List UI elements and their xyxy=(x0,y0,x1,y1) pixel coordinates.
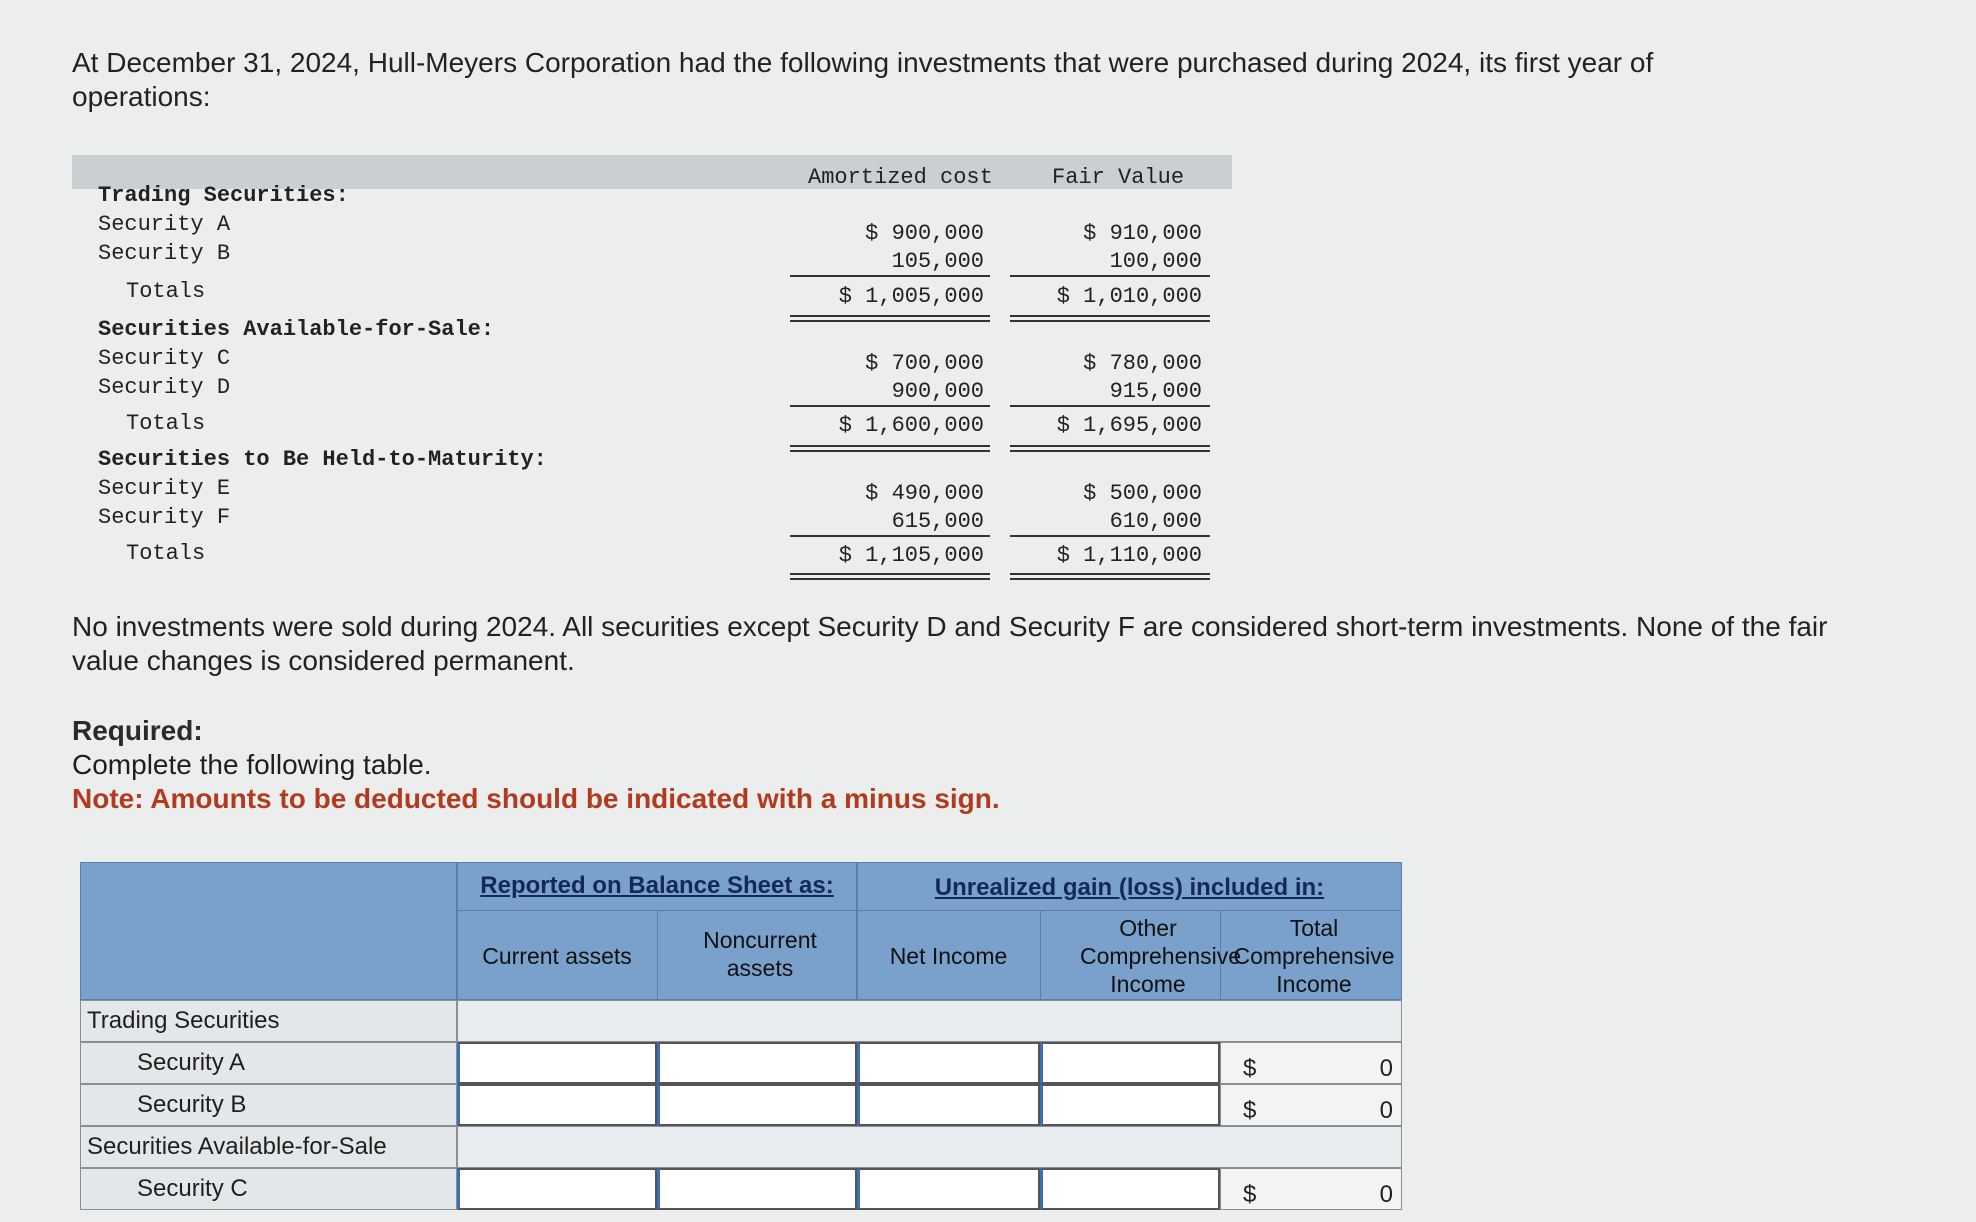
subtotal-rule xyxy=(790,405,990,407)
required-warning: Note: Amounts to be deducted should be indicated with a minus sign. xyxy=(72,783,1000,814)
group-title-trading: Trading Securities: xyxy=(98,183,349,208)
totals-label: Totals xyxy=(126,279,206,304)
required-instruction: Complete the following table. xyxy=(72,749,432,780)
total-fair-value: $ 1,695,000 xyxy=(1056,413,1202,438)
cost-value: 105,000 xyxy=(891,249,984,274)
security-b-total xyxy=(1220,1084,1402,1126)
fair-value: 610,000 xyxy=(1109,509,1202,534)
total-value: 0 xyxy=(1379,1181,1393,1208)
security-b-noncurrent-input[interactable] xyxy=(657,1084,857,1126)
fair-value: 915,000 xyxy=(1109,379,1202,404)
security-a-noncurrent-input[interactable] xyxy=(657,1042,857,1084)
group-title-afs: Securities Available-for-Sale: xyxy=(98,317,495,342)
cost-value: $ 490,000 xyxy=(865,481,984,506)
currency-symbol: $ xyxy=(1243,1181,1257,1208)
investments-table xyxy=(72,155,1232,575)
security-a-total xyxy=(1220,1042,1402,1084)
row-label: Security A xyxy=(98,212,231,237)
total-cost-value: $ 1,600,000 xyxy=(838,413,984,438)
security-c-current-input[interactable] xyxy=(457,1168,657,1210)
row-label: Security C xyxy=(98,346,231,371)
row-label: Security F xyxy=(98,505,231,530)
required-section xyxy=(72,714,1000,816)
col-amortized-cost: Amortized cost xyxy=(808,165,993,190)
note-text: No investments were sold during 2024. All securities except Security D and Security F are considered short-term investments. None of the fair value changes is considered permanent. xyxy=(72,611,1828,676)
security-a-oci-input[interactable] xyxy=(1040,1042,1220,1084)
totals-label: Totals xyxy=(126,541,206,566)
total-fair-value: $ 1,010,000 xyxy=(1056,284,1202,309)
totals-label: Totals xyxy=(126,411,206,436)
col-current-assets: Current assets xyxy=(482,943,632,969)
header-divider xyxy=(457,910,1402,911)
subtotal-rule xyxy=(1010,405,1210,407)
header-col-divider xyxy=(657,910,658,1000)
security-c-net-income-input[interactable] xyxy=(857,1168,1040,1210)
fair-value: $ 780,000 xyxy=(1083,351,1202,376)
security-c-total xyxy=(1220,1168,1402,1210)
header-col-divider xyxy=(1040,910,1041,1000)
total-double-rule xyxy=(790,445,990,452)
row-label-security-b: Security B xyxy=(80,1084,457,1126)
subtotal-rule xyxy=(790,275,990,277)
intro-text: At December 31, 2024, Hull-Meyers Corporation had the following investments that were purchased during 2024, its first year of operations: xyxy=(72,47,1654,112)
answer-table xyxy=(80,862,1402,1222)
group-unrealized-label: Unrealized gain (loss) included in: xyxy=(934,874,1325,901)
header-corner xyxy=(80,862,457,1000)
subtotal-rule xyxy=(1010,275,1210,277)
security-c-oci-input[interactable] xyxy=(1040,1168,1220,1210)
col-noncurrent-assets: Noncurrent assets xyxy=(703,927,817,981)
fair-value: $ 500,000 xyxy=(1083,481,1202,506)
col-net-income: Net Income xyxy=(889,943,1008,969)
col-total-comprehensive: Total Comprehensive Income xyxy=(1233,915,1395,997)
section-afs-label: Securities Available-for-Sale xyxy=(80,1126,457,1168)
subtotal-rule xyxy=(1010,535,1210,537)
section-trading-label: Trading Securities xyxy=(80,1000,457,1042)
security-a-net-income-input[interactable] xyxy=(857,1042,1040,1084)
total-value: 0 xyxy=(1379,1097,1393,1124)
total-cost-value: $ 1,005,000 xyxy=(838,284,984,309)
total-double-rule xyxy=(1010,573,1210,580)
total-cost-value: $ 1,105,000 xyxy=(838,543,984,568)
col-oci: Other Comprehensive Income xyxy=(1080,915,1242,997)
cost-value: 615,000 xyxy=(891,509,984,534)
total-double-rule xyxy=(1010,445,1210,452)
security-b-net-income-input[interactable] xyxy=(857,1084,1040,1126)
fair-value: $ 910,000 xyxy=(1083,221,1202,246)
row-label: Security D xyxy=(98,375,231,400)
currency-symbol: $ xyxy=(1243,1097,1257,1124)
cost-value: 900,000 xyxy=(891,379,984,404)
security-a-current-input[interactable] xyxy=(457,1042,657,1084)
row-label-security-a: Security A xyxy=(80,1042,457,1084)
col-fair-value: Fair Value xyxy=(1052,165,1185,190)
row-label: Security E xyxy=(98,476,231,501)
total-fair-value: $ 1,110,000 xyxy=(1056,543,1202,568)
subtotal-rule xyxy=(790,535,990,537)
security-b-oci-input[interactable] xyxy=(1040,1084,1220,1126)
section-filler xyxy=(457,1000,1402,1042)
total-double-rule xyxy=(790,315,990,322)
row-label-security-c: Security C xyxy=(80,1168,457,1210)
cost-value: $ 700,000 xyxy=(865,351,984,376)
currency-symbol: $ xyxy=(1243,1055,1257,1082)
security-c-noncurrent-input[interactable] xyxy=(657,1168,857,1210)
total-double-rule xyxy=(1010,315,1210,322)
security-b-current-input[interactable] xyxy=(457,1084,657,1126)
row-label: Security B xyxy=(98,241,231,266)
group-balance-label: Reported on Balance Sheet as: xyxy=(480,872,834,899)
cost-value: $ 900,000 xyxy=(865,221,984,246)
total-value: 0 xyxy=(1379,1055,1393,1082)
fair-value: 100,000 xyxy=(1109,249,1202,274)
required-heading: Required: xyxy=(72,715,203,746)
group-title-htm: Securities to Be Held-to-Maturity: xyxy=(98,447,547,472)
section-filler xyxy=(457,1126,1402,1168)
total-double-rule xyxy=(790,573,990,580)
